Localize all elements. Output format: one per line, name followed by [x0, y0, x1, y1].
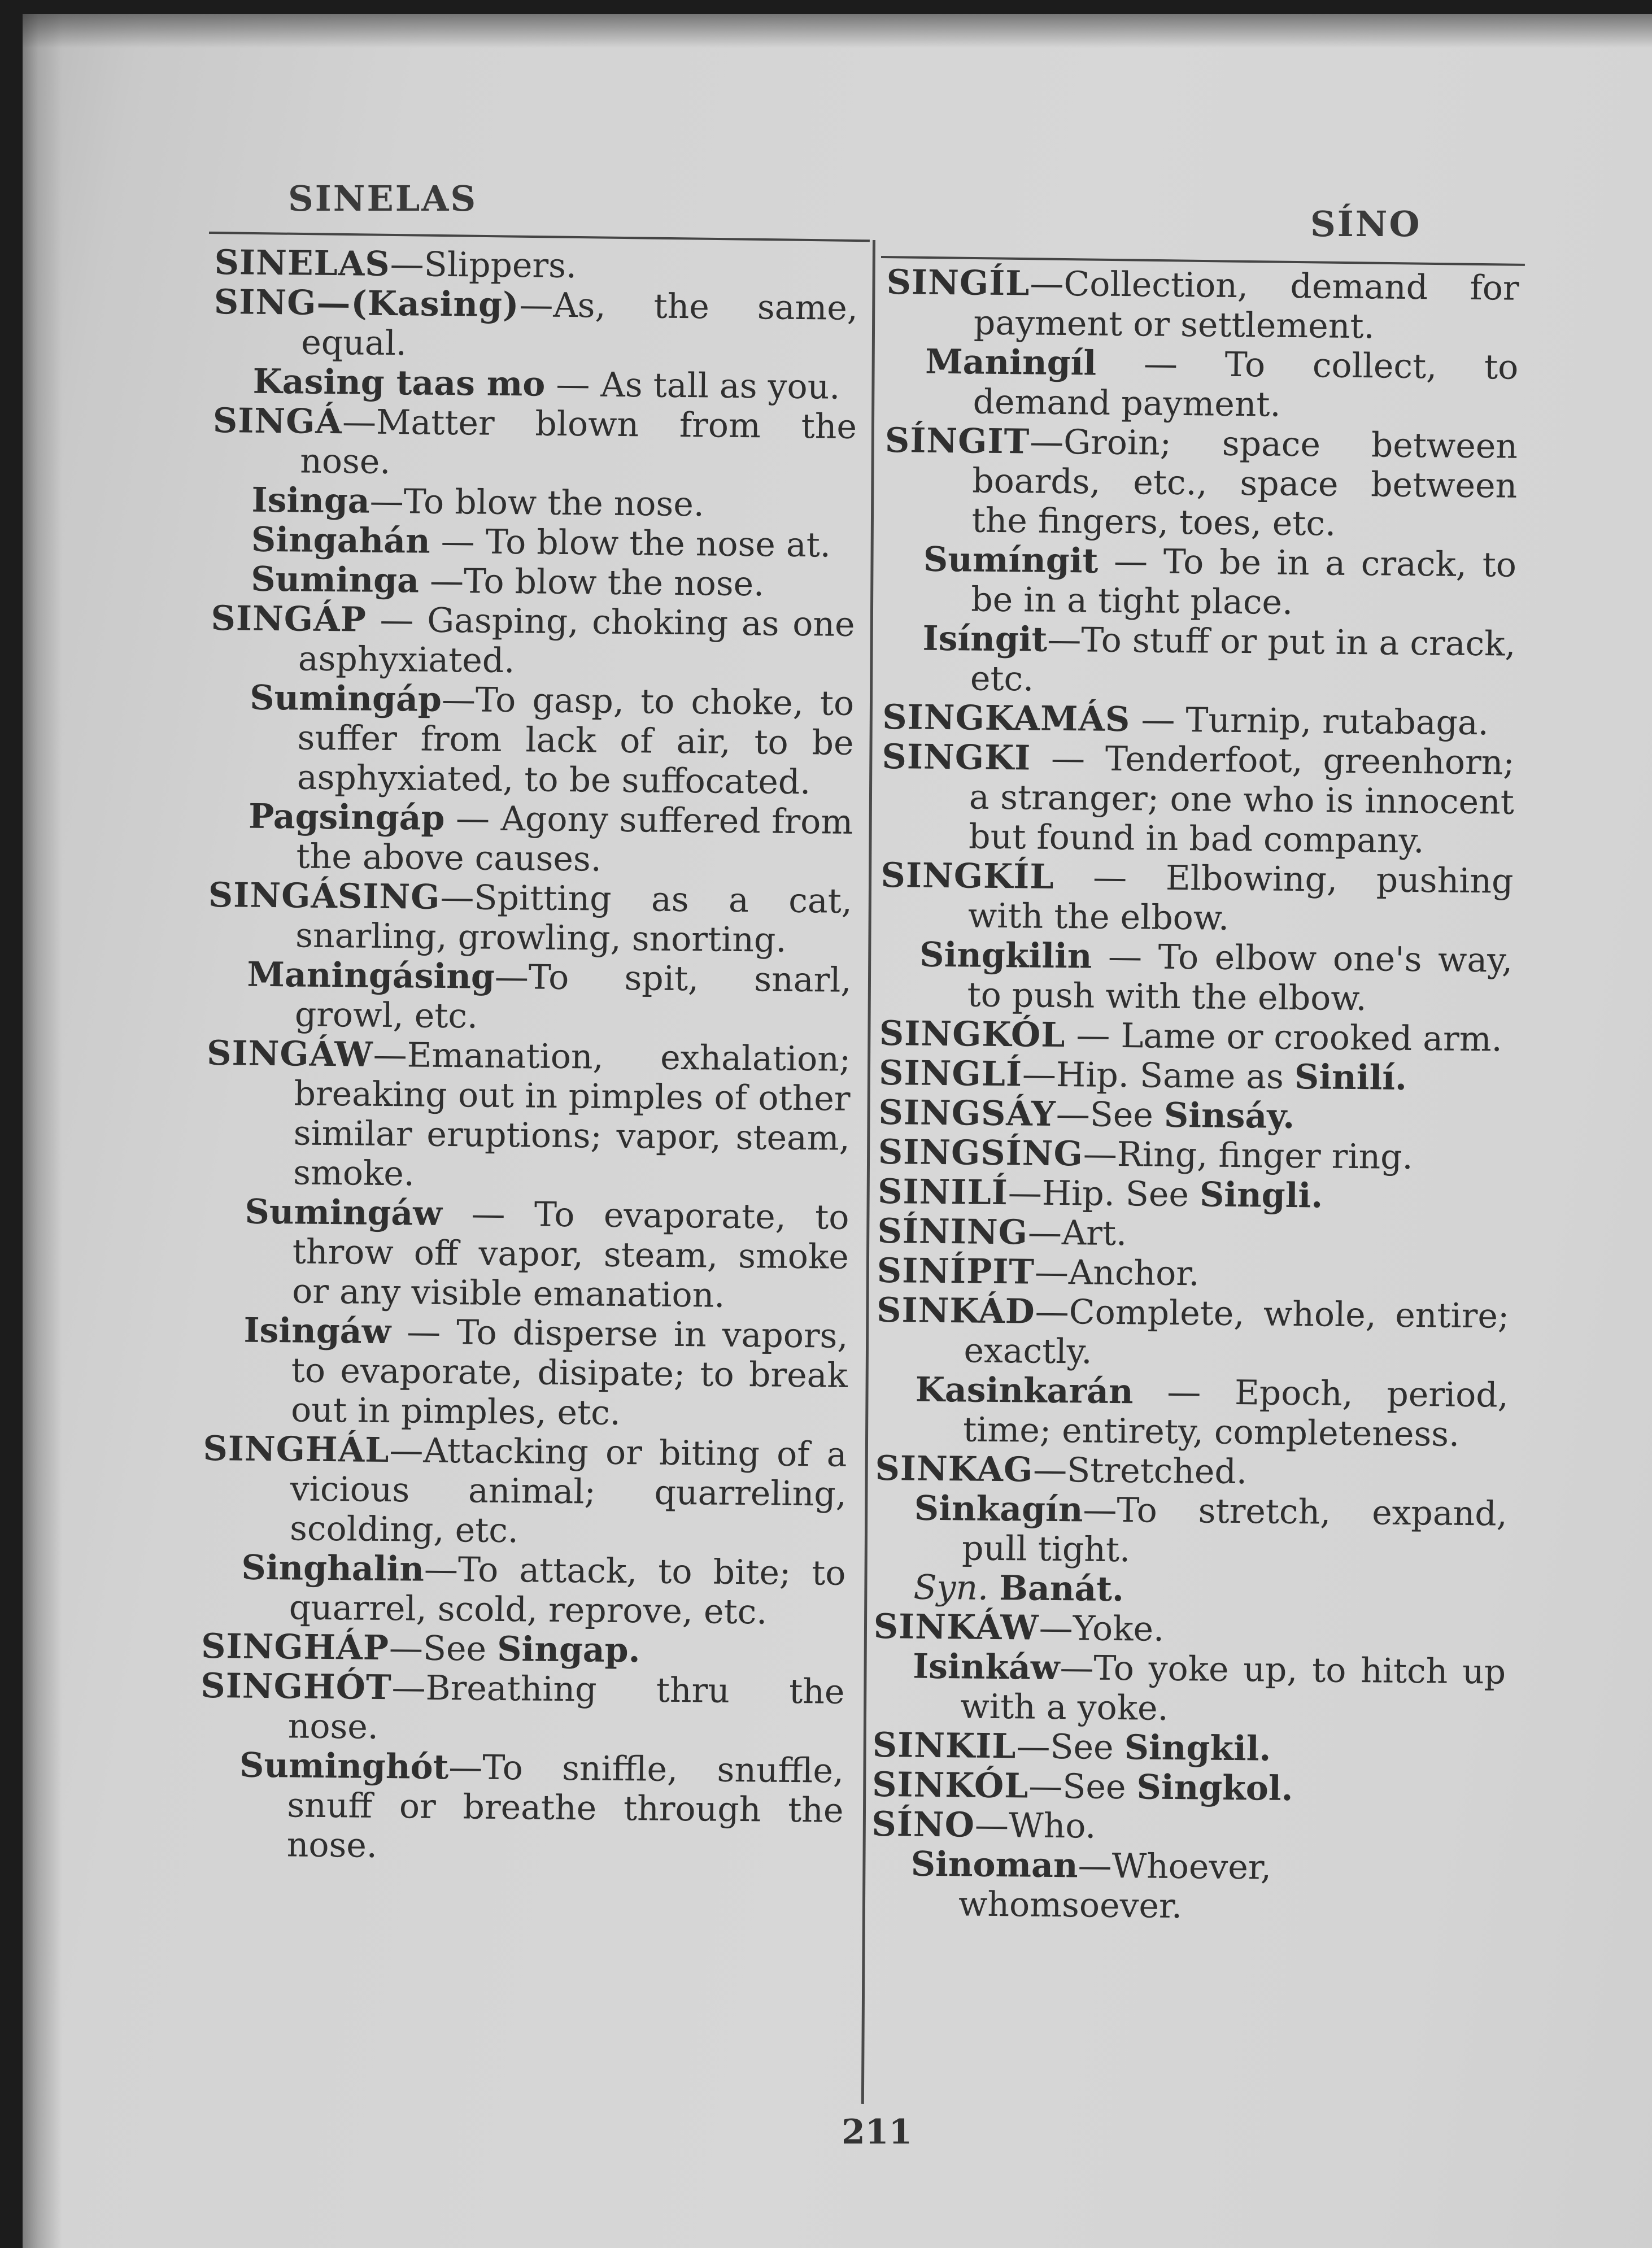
definition: — Turnip, rutabaga.	[1130, 700, 1489, 743]
definition: —See	[1056, 1094, 1165, 1135]
subword: Isíngit	[922, 618, 1048, 660]
definition: — To evaporate, to throw off vapor, steam, smoke or any visible emanation.	[291, 1193, 849, 1315]
subentry	[212, 480, 856, 526]
headword: SINÍPIT	[877, 1251, 1035, 1292]
subentry	[199, 1745, 844, 1870]
subword: Singkilin	[919, 935, 1092, 977]
subword: Sinkagín	[914, 1488, 1083, 1530]
subword: Sumingáp	[249, 678, 442, 720]
definition: —Who.	[974, 1805, 1096, 1846]
headword: SINKÓL	[871, 1765, 1029, 1806]
definition: —Ring, finger ring.	[1083, 1134, 1414, 1178]
definition: —To stretch, expand, pull tight.	[961, 1490, 1508, 1570]
definition: —Stretched.	[1032, 1450, 1248, 1492]
definition: — Elbowing, pushing with the elbow.	[967, 857, 1514, 938]
dictionary-entry	[871, 1805, 1505, 1850]
headword: SINGKI	[882, 737, 1031, 778]
definition: —Whoever, whomsoever.	[958, 1846, 1272, 1927]
dictionary-entry	[872, 1726, 1505, 1771]
subword: Isingáw	[243, 1310, 391, 1352]
definition: — Lame or crooked arm.	[1065, 1016, 1503, 1060]
subentry	[203, 1310, 848, 1435]
dictionary-entry	[882, 698, 1515, 743]
definition: —Yoke.	[1039, 1608, 1165, 1649]
subword: Maningíl	[925, 342, 1097, 384]
definition: —To stuff or put in a crack, etc.	[970, 620, 1516, 699]
subentry	[210, 678, 855, 803]
definition: —Matter blown from the nose.	[299, 402, 857, 482]
definition: —To blow the nose.	[419, 561, 765, 604]
headword: SINGSÍNG	[878, 1132, 1084, 1174]
headword: SÍNO	[871, 1804, 975, 1845]
definition: —Complete, whole, entire; exactly.	[964, 1292, 1510, 1372]
header-rule-left	[209, 232, 870, 242]
definition: —Slippers.	[390, 244, 577, 286]
cross-reference: Singli.	[1199, 1175, 1323, 1216]
definition: —Collection, demand for payment or settlement.	[973, 264, 1519, 347]
subentry	[875, 1370, 1509, 1455]
cross-reference: Banát.	[999, 1569, 1124, 1610]
subentry	[212, 520, 856, 565]
definition: —Emanation, exhalation; breaking out in pimples of other similar eruptions; vapor, steam, smoke.	[293, 1035, 851, 1194]
subentry	[879, 935, 1512, 1020]
definition: —To yoke up, to hitch up with a yoke.	[960, 1648, 1506, 1728]
subword: Isinga	[251, 480, 370, 521]
page-top-shadow	[23, 14, 1652, 48]
dictionary-entry	[872, 1765, 1505, 1811]
headword: SINGKAMÁS	[882, 697, 1131, 740]
right-column	[871, 263, 1519, 1929]
cross-reference: Singkol.	[1136, 1767, 1293, 1809]
subentry	[883, 618, 1516, 704]
book-page	[23, 14, 1652, 2248]
headword: SINGKÍL	[881, 855, 1054, 897]
definition: — Gasping, choking as one asphyxiated.	[298, 600, 855, 681]
definition: — To disperse in vapors, to evaporate, disipate; to break out in pimples, etc.	[290, 1312, 848, 1433]
definition: — As tall as you.	[545, 364, 840, 407]
definition: —To sniffle, snuffle, snuff or breathe through the nose.	[286, 1748, 844, 1866]
subword: Maningásing	[247, 955, 495, 997]
definition: —See	[389, 1628, 498, 1669]
cross-reference: Singap.	[496, 1629, 640, 1671]
subentry	[208, 796, 853, 882]
dictionary-entry	[877, 1251, 1510, 1297]
subentry	[213, 361, 857, 407]
definition: —Art.	[1027, 1213, 1127, 1254]
dictionary-entry	[884, 421, 1518, 546]
definition: —Hip. See	[1008, 1173, 1200, 1215]
subentry	[874, 1567, 1507, 1613]
definition: —To spit, snarl, growl, etc.	[294, 957, 852, 1036]
definition: — Epoch, period, time; entirety, completeness.	[962, 1372, 1509, 1454]
subword: Sumingáw	[245, 1192, 443, 1234]
subentry	[873, 1646, 1506, 1732]
subword: Singhalin	[241, 1548, 425, 1589]
subentry	[871, 1844, 1504, 1929]
subword: Sinoman	[910, 1844, 1078, 1886]
definition: —Breathing thru the nose.	[287, 1668, 845, 1747]
dictionary-entry	[213, 282, 858, 368]
subentry	[211, 559, 856, 605]
dictionary-entry	[878, 1172, 1511, 1218]
dictionary-entry	[886, 263, 1519, 348]
definition: —Groin; space between boards, etc., space between the fingers, toes, etc.	[971, 422, 1518, 544]
dictionary-entry	[200, 1666, 844, 1752]
definition: — To be in a crack, to be in a tight place.	[970, 541, 1517, 622]
dictionary-entry	[208, 875, 852, 961]
headword: SINILÍ	[877, 1171, 1009, 1213]
subword: Suminga	[250, 559, 420, 601]
left-column	[199, 243, 858, 1870]
definition: —Attacking or biting of a vicious animal; quarreling, scolding, etc.	[289, 1431, 847, 1551]
subentry	[885, 342, 1518, 427]
headword: SINGHÁL	[203, 1428, 390, 1471]
definition: —To gasp, to choke, to suffer from lack of air, to be asphyxiated, to be suffocated.	[297, 679, 855, 803]
subentry	[874, 1488, 1507, 1574]
headword: SINGÁP	[211, 598, 367, 640]
dictionary-entry	[876, 1291, 1509, 1376]
dictionary-entry	[881, 856, 1514, 941]
synonym-label: Syn.	[913, 1567, 1000, 1609]
dictionary-entry	[879, 1053, 1512, 1099]
definition: —See	[1016, 1727, 1124, 1768]
subword: Suminghót	[239, 1745, 449, 1788]
running-head-left: SINELAS	[288, 178, 478, 219]
cross-reference: Singkil.	[1124, 1728, 1271, 1769]
headword: SINGÁW	[206, 1033, 373, 1075]
dictionary-entry	[212, 401, 857, 486]
page-number: 211	[842, 2112, 913, 2152]
dictionary-entry	[877, 1212, 1510, 1257]
subentry	[883, 539, 1516, 625]
subword: Pagsingáp	[248, 796, 445, 838]
definition: —Anchor.	[1034, 1252, 1200, 1294]
headword: SÍNING	[877, 1211, 1028, 1253]
headword: SINKÁD	[876, 1290, 1036, 1332]
page-gutter-shadow	[23, 14, 62, 2248]
definition: —See	[1028, 1766, 1137, 1807]
cross-reference: Sinsáy.	[1163, 1095, 1295, 1137]
subword: Isinkáw	[912, 1646, 1060, 1688]
headword: SINELAS	[214, 243, 391, 284]
definition: —Spitting as a cat, snarling, growling, snorting.	[295, 877, 853, 960]
subword: Singahán	[251, 520, 430, 561]
definition: —To blow the nose.	[369, 481, 705, 525]
dictionary-entry	[206, 1034, 851, 1198]
headword: SINGÍL	[886, 263, 1030, 304]
dictionary-entry	[214, 243, 858, 289]
headword: SINKIL	[872, 1725, 1017, 1767]
running-head-right: SÍNO	[1310, 203, 1422, 245]
headword: SINGKÓL	[879, 1013, 1066, 1056]
headword: SÍNGIT	[884, 420, 1030, 462]
subword: Kasing taas mo	[252, 361, 546, 404]
headword: SINGHÁP	[200, 1626, 390, 1668]
subword: Sumíngit	[923, 539, 1099, 581]
dictionary-entry	[873, 1607, 1506, 1653]
definition: — To blow the nose at.	[430, 521, 831, 565]
subentry	[204, 1192, 849, 1317]
definition: — Tenderfoot, greenhorn; a stranger; one who is innocent but found in bad company.	[968, 738, 1515, 861]
definition: —To attack, to bite; to quarrel, scold, reprove, etc.	[289, 1549, 846, 1632]
dictionary-entry	[875, 1449, 1508, 1495]
definition: — To collect, to demand payment.	[973, 343, 1519, 425]
dictionary-entry	[881, 737, 1515, 862]
headword: SINGLÍ	[878, 1053, 1023, 1095]
dictionary-entry	[878, 1132, 1511, 1178]
headword: SING—(Kasing)	[213, 282, 520, 325]
definition: — To elbow one's way, to push with the elbow.	[967, 936, 1513, 1019]
headword: SINGHÓT	[200, 1666, 392, 1708]
dictionary-entry	[201, 1627, 845, 1672]
headword: SINGÁSING	[208, 875, 441, 917]
definition: — Agony suffered from the above causes.	[296, 798, 853, 879]
headword: SINGÁ	[212, 400, 343, 442]
dictionary-entry	[878, 1093, 1511, 1139]
subentry	[207, 955, 852, 1040]
headword: SINKAG	[875, 1448, 1034, 1490]
headword: SINKÁW	[873, 1606, 1040, 1648]
dictionary-entry	[202, 1429, 847, 1554]
cross-reference: Sinilí.	[1294, 1057, 1407, 1098]
definition: —Hip. Same as	[1022, 1055, 1295, 1097]
dictionary-entry	[211, 599, 855, 684]
dictionary-entry	[879, 1014, 1512, 1060]
definition: —As, the same, equal.	[300, 285, 858, 364]
headword: SINGSÁY	[878, 1092, 1057, 1134]
subentry	[201, 1548, 845, 1633]
subword: Kasinkarán	[915, 1370, 1134, 1412]
